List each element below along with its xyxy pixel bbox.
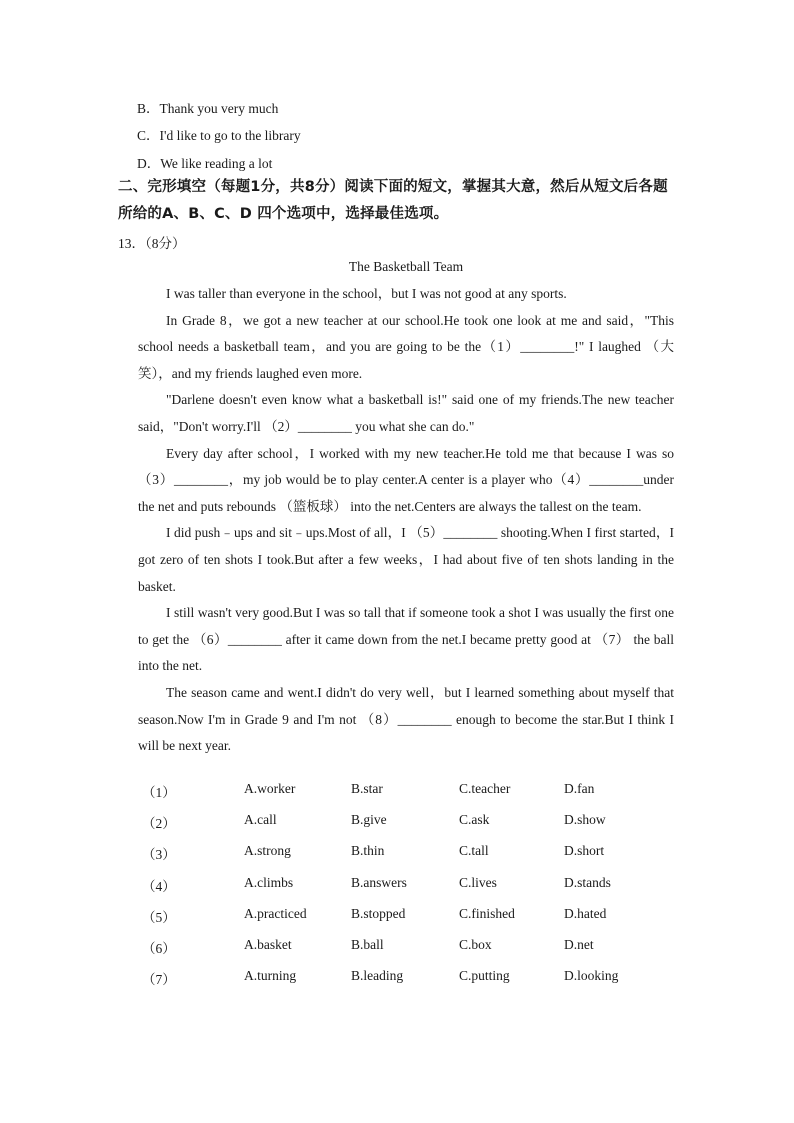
choice-a: A.climbs xyxy=(244,874,294,890)
passage-paragraph: I was taller than everyone in the school，but I was not good at any sports. xyxy=(166,286,567,301)
choice-b: B.star xyxy=(351,781,383,796)
option-label: B． xyxy=(137,101,160,116)
choice-row xyxy=(0,968,794,999)
blank-number: （4） xyxy=(142,878,176,894)
choice-c: C.tall xyxy=(459,843,489,859)
choice-d: D.stands xyxy=(564,874,611,890)
choice-row xyxy=(0,812,794,843)
choice-row xyxy=(0,843,794,874)
choice-d: D.show xyxy=(564,812,606,828)
choice-c: C.putting xyxy=(459,968,510,984)
choice-b: B.ball xyxy=(351,936,384,952)
choice-c: C.ask xyxy=(459,812,490,828)
choice-a: A.turning xyxy=(244,968,297,984)
choice-a: A.strong xyxy=(244,843,291,859)
choice-d: D.short xyxy=(564,843,605,859)
passage-title: The Basketball Team xyxy=(348,259,464,274)
blank-number: （7） xyxy=(142,972,176,988)
choice-b: B.give xyxy=(351,812,387,828)
choice-row xyxy=(0,875,794,906)
choice-a: A.worker xyxy=(244,781,296,796)
choice-b: B.stopped xyxy=(351,905,406,921)
blank-number: （2） xyxy=(142,816,176,832)
choice-c: C.teacher xyxy=(459,781,511,796)
option-label: C． xyxy=(137,128,160,143)
passage xyxy=(138,281,674,760)
passage-paragraph: In Grade 8，we got a new teacher at our school.He took one look at me and said，"This school needs a basketball team，and you are going to be the（1）________!" I laughed （大笑），and my friends laughed even more. xyxy=(138,312,674,381)
passage-paragraph: I still wasn't very good.But I was so tall that if someone took a shot I was usually the first one to get the （6）________ after it came down from the net.I became pretty good at （7） the ball into the net. xyxy=(138,605,674,674)
passage-paragraph: I did push﹣ups and sit﹣ups.Most of all，I （5）________ shooting.When I first started，I got zero of ten shots I took.But after a few weeks，I had about five of ten shots landing in the basket. xyxy=(138,525,674,594)
option-text: We like reading a lot xyxy=(160,156,273,171)
choice-c: C.box xyxy=(459,936,492,952)
choice-b: B.leading xyxy=(351,968,404,984)
passage-paragraph: The season came and went.I didn't do very well，but I learned something about myself that season.Now I'm in Grade 9 and I'm not （8）________ enough to become the star.But I think I will be next year. xyxy=(138,684,674,754)
choice-row xyxy=(0,906,794,937)
passage-paragraph: Every day after school，I worked with my new teacher.He told me that because I was so （3）________，my job would be to play center.A center is a player who（4）________under the net and puts rebounds （篮板球） into the net.Centers are always the tallest on the team. xyxy=(138,445,674,514)
option-label: D． xyxy=(137,156,161,171)
blank-number: （3） xyxy=(142,847,176,863)
choice-b: B.answers xyxy=(351,874,407,890)
choice-b: B.thin xyxy=(351,843,385,859)
choice-d: D.looking xyxy=(564,968,619,984)
choice-row xyxy=(0,937,794,968)
blank-number: （1） xyxy=(142,785,176,800)
choice-a: A.basket xyxy=(244,936,292,952)
choice-d: D.net xyxy=(564,936,594,952)
choice-row xyxy=(0,781,794,812)
blank-number: （5） xyxy=(142,909,176,925)
choice-d: D.hated xyxy=(564,905,607,921)
question-number: 13．（8分） xyxy=(118,236,186,251)
option-text: Thank you very much xyxy=(159,101,279,116)
choice-c: C.lives xyxy=(459,874,497,890)
prev-option-c xyxy=(137,124,301,144)
blank-number: （6） xyxy=(142,940,176,956)
choice-a: A.practiced xyxy=(244,905,307,921)
passage-paragraph: "Darlene doesn't even know what a basketball is!" said one of my friends.The new teacher said，"Don't worry.I'll （2）________ you what she can do." xyxy=(138,392,674,434)
prev-option-b xyxy=(137,97,278,117)
choice-c: C.finished xyxy=(459,905,515,921)
option-text: I'd like to go to the library xyxy=(159,128,301,143)
answer-choices-table xyxy=(0,781,794,999)
choice-a: A.call xyxy=(244,812,277,828)
section-heading: 二、完形填空（每题1分，共8分）阅读下面的短文，掌握其大意，然后从短文后各题所给的A、B、C、D 四个选项中，选择最佳选项。 xyxy=(118,179,668,222)
prev-option-d xyxy=(137,152,272,172)
choice-d: D.fan xyxy=(564,781,595,796)
